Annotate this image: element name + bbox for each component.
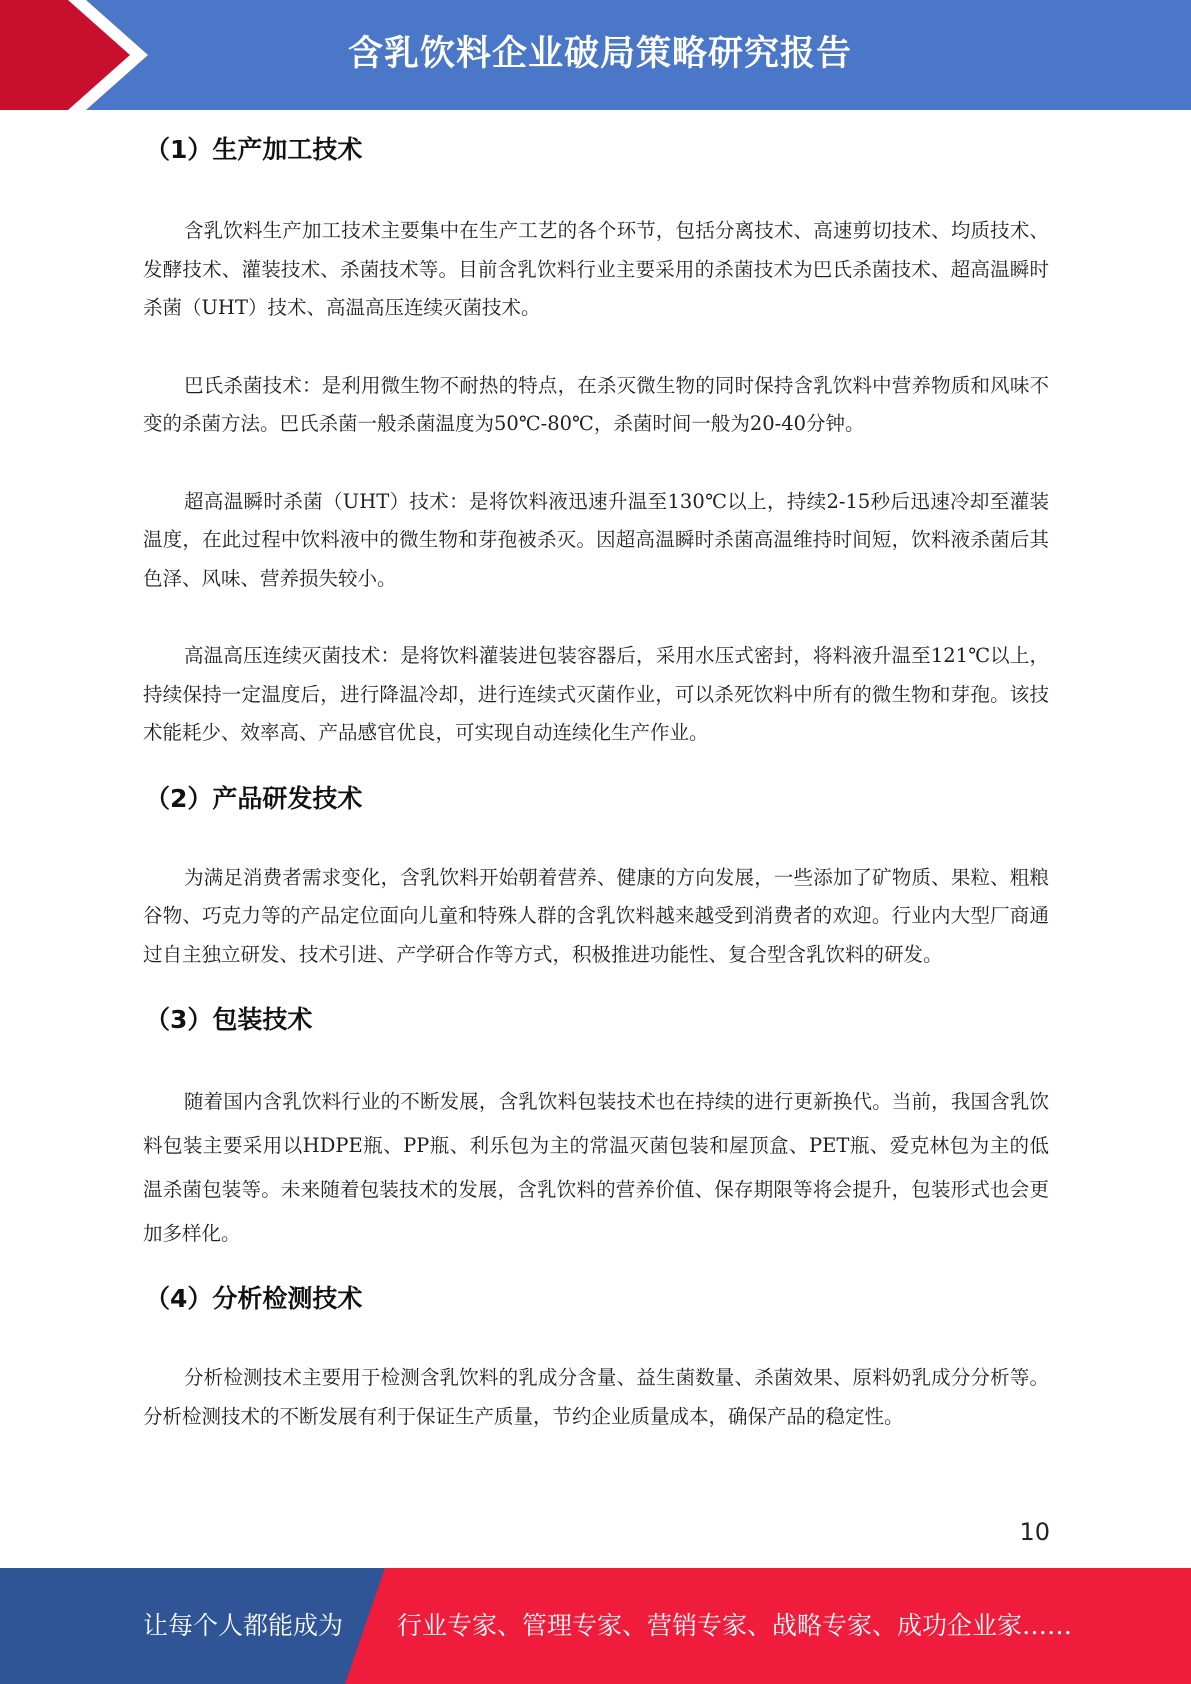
- footer-slogan-right: 行业专家、管理专家、营销专家、战略专家、成功企业家……: [397, 1611, 1073, 1640]
- paragraph: 高温高压连续灭菌技术：是将饮料灌装进包装容器后，采用水压式密封，将料液升温至121℃以上，持续保持一定温度后，进行降温冷却，进行连续式灭菌作业，可以杀死饮料中所有的微生物和芽孢。该技术能耗少、效率高、产品感官优良，可实现自动连续化生产作业。: [143, 644, 1049, 744]
- paragraph: 巴氏杀菌技术：是利用微生物不耐热的特点，在杀灭微生物的同时保持含乳饮料中营养物质和风味不变的杀菌方法。巴氏杀菌一般杀菌温度为50℃-80℃，杀菌时间一般为20-40分钟。: [143, 373, 1049, 435]
- section-heading: （1）生产加工技术: [145, 135, 363, 164]
- section-heading: （3）包装技术: [145, 1005, 313, 1034]
- page-footer: [0, 1568, 1191, 1684]
- section-heading: （2）产品研发技术: [145, 783, 363, 813]
- report-title: 含乳饮料企业破局策略研究报告: [347, 34, 852, 74]
- page-number: 10: [1019, 1518, 1050, 1546]
- footer-slogan-left: 让每个人都能成为: [143, 1611, 344, 1640]
- document-body: [143, 127, 1049, 1436]
- paragraph: 分析检测技术主要用于检测含乳饮料的乳成分含量、益生菌数量、杀菌效果、原料奶乳成分分析等。分析检测技术的不断发展有利于保证生产质量，节约企业质量成本，确保产品的稳定性。: [143, 1366, 1049, 1428]
- header-chevron-decoration: [0, 0, 160, 110]
- section-heading: （4）分析检测技术: [145, 1284, 363, 1313]
- paragraph: 为满足消费者需求变化，含乳饮料开始朝着营养、健康的方向发展，一些添加了矿物质、果粒、粗粮谷物、巧克力等的产品定位面向儿童和特殊人群的含乳饮料越来越受到消费者的欢迎。行业内大型厂商通过自主独立研发、技术引进、产学研合作等方式，积极推进功能性、复合型含乳饮料的研发。: [143, 865, 1049, 966]
- page-header: [0, 0, 1191, 110]
- paragraph: 随着国内含乳饮料行业的不断发展，含乳饮料包装技术也在持续的进行更新换代。当前，我国含乳饮料包装主要采用以HDPE瓶、PP瓶、利乐包为主的常温灭菌包装和屋顶盒、PET瓶、爱克林包为主的低温杀菌包装等。未来随着包装技术的发展，含乳饮料的营养价值、保存期限等将会提升，包装形式也会更加多样化。: [143, 1090, 1049, 1245]
- paragraph: 超高温瞬时杀菌（UHT）技术：是将饮料液迅速升温至130℃以上，持续2-15秒后迅速冷却至灌装温度，在此过程中饮料液中的微生物和芽孢被杀灭。因超高温瞬时杀菌高温维持时间短，饮料液杀菌后其色泽、风味、营养损失较小。: [143, 489, 1049, 590]
- paragraph: 含乳饮料生产加工技术主要集中在生产工艺的各个环节，包括分离技术、高速剪切技术、均质技术、发酵技术、灌装技术、杀菌技术等。目前含乳饮料行业主要采用的杀菌技术为巴氏杀菌技术、超高温瞬时杀菌（UHT）技术、高温高压连续灭菌技术。: [143, 219, 1049, 319]
